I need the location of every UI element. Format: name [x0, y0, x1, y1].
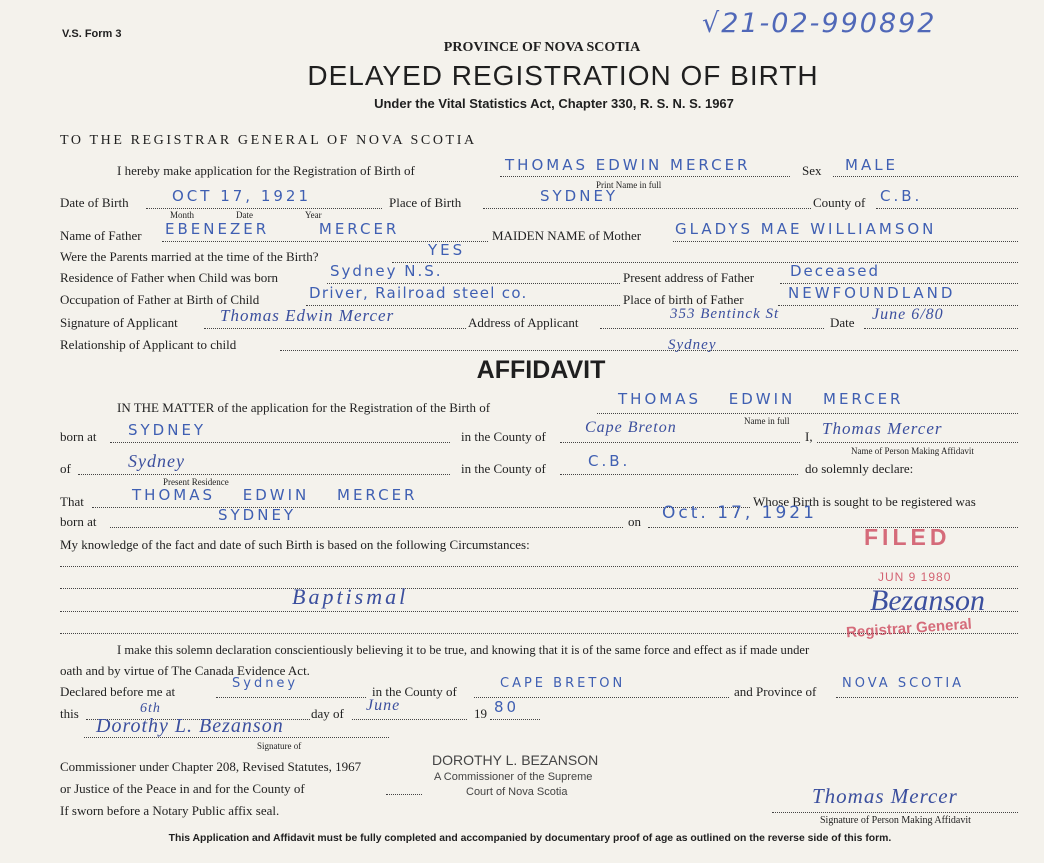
declared-value: Sydney: [232, 676, 299, 691]
footer-note: This Application and Affidavit must be fully completed and accompanied by documentary proof of age as outlined on the reverse side of this form.: [168, 833, 892, 844]
person-signature-line: [772, 812, 1018, 813]
that-line: [92, 507, 750, 508]
person-value: Thomas Mercer: [822, 419, 943, 438]
form-id: V.S. Form 3: [62, 28, 122, 40]
father-label: Name of Father: [60, 228, 142, 243]
month-line: [352, 719, 467, 720]
county-of-2-value: C.B.: [588, 452, 631, 470]
address-applicant-label: Address of Applicant: [468, 315, 579, 330]
pob-label: Place of Birth: [389, 195, 462, 210]
whose-birth-label: Whose Birth is sought to be registered was: [753, 494, 976, 509]
of-label: of: [60, 461, 71, 476]
name-line: [500, 176, 790, 177]
county-of-3-label: in the County of: [372, 684, 457, 699]
province-heading: PROVINCE OF NOVA SCOTIA: [443, 40, 641, 55]
address-applicant-line: [600, 328, 824, 329]
on-value: Oct. 17, 1921: [662, 503, 817, 523]
day-of-label: day of: [311, 706, 344, 721]
date-field-value: June 6/80: [872, 306, 944, 323]
year-label: Year: [305, 210, 322, 220]
this-label: this: [60, 706, 79, 721]
page-title: DELAYED REGISTRATION OF BIRTH: [307, 60, 819, 91]
stamp-line-1: A Commissioner of the Supreme: [434, 771, 593, 783]
dob-value: OCT 17, 1921: [172, 187, 312, 205]
year-value: 80: [494, 698, 520, 716]
person-signature-label: Signature of Person Making Affidavit: [820, 815, 971, 826]
filed-stamp: FILED: [864, 524, 951, 550]
born-at-2-label: born at: [60, 514, 97, 529]
matter-value: THOMAS EDWIN MERCER: [618, 390, 904, 408]
county-of-label: in the County of: [461, 429, 546, 444]
name-in-full-label: Name in full: [744, 416, 790, 426]
born-at-label: born at: [60, 429, 97, 444]
occupation-value: Driver, Railroad steel co.: [309, 284, 528, 302]
that-label: That: [60, 494, 84, 509]
father-birthplace-label: Place of birth of Father: [623, 292, 744, 307]
married-value: YES: [428, 241, 466, 259]
declared-label: Declared before me at: [60, 684, 176, 699]
dob-line: [146, 208, 382, 209]
mother-label: MAIDEN NAME of Mother: [492, 228, 642, 243]
province-line: [836, 697, 1018, 698]
on-label: on: [628, 514, 641, 529]
file-number: √21-02-990892: [702, 8, 937, 39]
to-registrar-line: TO THE REGISTRAR GENERAL OF NOVA SCOTIA: [60, 133, 477, 148]
of-line: [78, 474, 450, 475]
county-of-value: Cape Breton: [585, 419, 677, 436]
year-prefix: 19: [474, 706, 487, 721]
justice-label: or Justice of the Peace in and for the County of: [60, 781, 305, 796]
that-value: THOMAS EDWIN MERCER: [132, 486, 418, 504]
pob-value: SYDNEY: [540, 187, 619, 205]
on-line: [648, 527, 1018, 528]
day-value: 6th: [140, 701, 161, 716]
matter-line: [597, 413, 1018, 414]
solemn-line-2: oath and by virtue of The Canada Evidence Act.: [60, 663, 310, 678]
county-of-line: [560, 442, 800, 443]
i-label: I,: [805, 429, 813, 444]
of-value: Sydney: [128, 451, 185, 471]
mother-value: GLADYS MAE WILLIAMSON: [675, 220, 937, 238]
county-of-3-value: CAPE BRETON: [500, 676, 626, 691]
residence-father-label: Residence of Father when Child was born: [60, 270, 279, 285]
province-label: and Province of: [734, 684, 817, 699]
stamp-name: DOROTHY L. BEZANSON: [432, 752, 599, 768]
pob-line: [483, 208, 811, 209]
signature-of-label: Signature of: [257, 741, 302, 751]
date-field-label: Date: [830, 315, 855, 330]
county-of-2-label: in the County of: [461, 461, 546, 476]
province-value: NOVA SCOTIA: [842, 676, 965, 691]
justice-line: [386, 794, 422, 795]
sex-line: [833, 176, 1018, 177]
present-address-value: Deceased: [790, 262, 881, 280]
married-line: [392, 262, 1018, 263]
born-at-2-line: [110, 527, 623, 528]
declare-label: do solemnly declare:: [805, 461, 914, 476]
month-value: June: [366, 697, 401, 714]
person-making-label: Name of Person Making Affidavit: [851, 446, 974, 456]
married-label: Were the Parents married at the time of the Birth?: [60, 249, 319, 264]
year-line: [490, 719, 540, 720]
commissioner-signature-line: [84, 737, 389, 738]
relationship-label: Relationship of Applicant to child: [60, 337, 237, 352]
knowledge-label: My knowledge of the fact and date of such Birth is based on the following Circumstances:: [60, 537, 530, 552]
commissioner-label: Commissioner under Chapter 208, Revised Statutes, 1967: [60, 759, 362, 774]
father-birthplace-value: NEWFOUNDLAND: [788, 284, 956, 302]
commissioner-signature: Dorothy L. Bezanson: [96, 715, 284, 737]
affidavit-heading: AFFIDAVIT: [476, 356, 606, 384]
born-at-2-value: SYDNEY: [218, 506, 297, 524]
print-name-label: Print Name in full: [596, 180, 662, 190]
address-applicant-value: 353 Bentinck St: [670, 306, 780, 322]
solemn-line-1: I make this solemn declaration conscientiously believing it to be true, and knowing that it is of the same force and effect as if made under: [117, 643, 810, 657]
signature-applicant-label: Signature of Applicant: [60, 315, 178, 330]
county-value: C.B.: [880, 187, 923, 205]
present-residence-label: Present Residence: [163, 477, 229, 487]
circumstance-line-1: [60, 566, 1018, 567]
county-label: County of: [813, 195, 866, 210]
page-subtitle: Under the Vital Statistics Act, Chapter 330, R. S. N. S. 1967: [374, 96, 734, 111]
date-label: Date: [236, 210, 253, 220]
registrar-signature: Bezanson: [870, 584, 985, 617]
filed-date-stamp: JUN 9 1980: [878, 570, 952, 584]
declared-line: [216, 697, 366, 698]
month-label: Month: [170, 210, 195, 220]
present-address-label: Present address of Father: [623, 270, 755, 285]
county-line: [876, 208, 1018, 209]
born-at-line: [110, 442, 450, 443]
dob-label: Date of Birth: [60, 195, 129, 210]
date-field-line: [864, 328, 1018, 329]
circumstance-value: Baptismal: [292, 584, 409, 609]
registrar-general-stamp: Registrar General: [845, 615, 973, 642]
relationship-line: [280, 350, 1018, 351]
sex-value: MALE: [845, 156, 899, 174]
born-at-value: SYDNEY: [128, 421, 207, 439]
county-of-2-line: [560, 474, 798, 475]
person-signature: Thomas Mercer: [812, 784, 958, 808]
occupation-label: Occupation of Father at Birth of Child: [60, 292, 260, 307]
applicant-name-value: THOMAS EDWIN MERCER: [505, 156, 751, 174]
father-value: EBENEZER MERCER: [165, 220, 400, 238]
sex-label: Sex: [802, 163, 822, 178]
matter-label: IN THE MATTER of the application for the Registration of the Birth of: [117, 400, 491, 415]
intro-label: I hereby make application for the Registration of Birth of: [117, 163, 415, 178]
stamp-line-2: Court of Nova Scotia: [466, 786, 568, 798]
relationship-value: Sydney: [668, 337, 717, 353]
mother-line: [673, 241, 1018, 242]
residence-father-value: Sydney N.S.: [330, 262, 443, 280]
signature-applicant-line: [204, 328, 466, 329]
person-line: [817, 442, 1018, 443]
applicant-signature: Thomas Edwin Mercer: [220, 306, 395, 325]
notary-label: If sworn before a Notary Public affix seal.: [60, 803, 280, 818]
